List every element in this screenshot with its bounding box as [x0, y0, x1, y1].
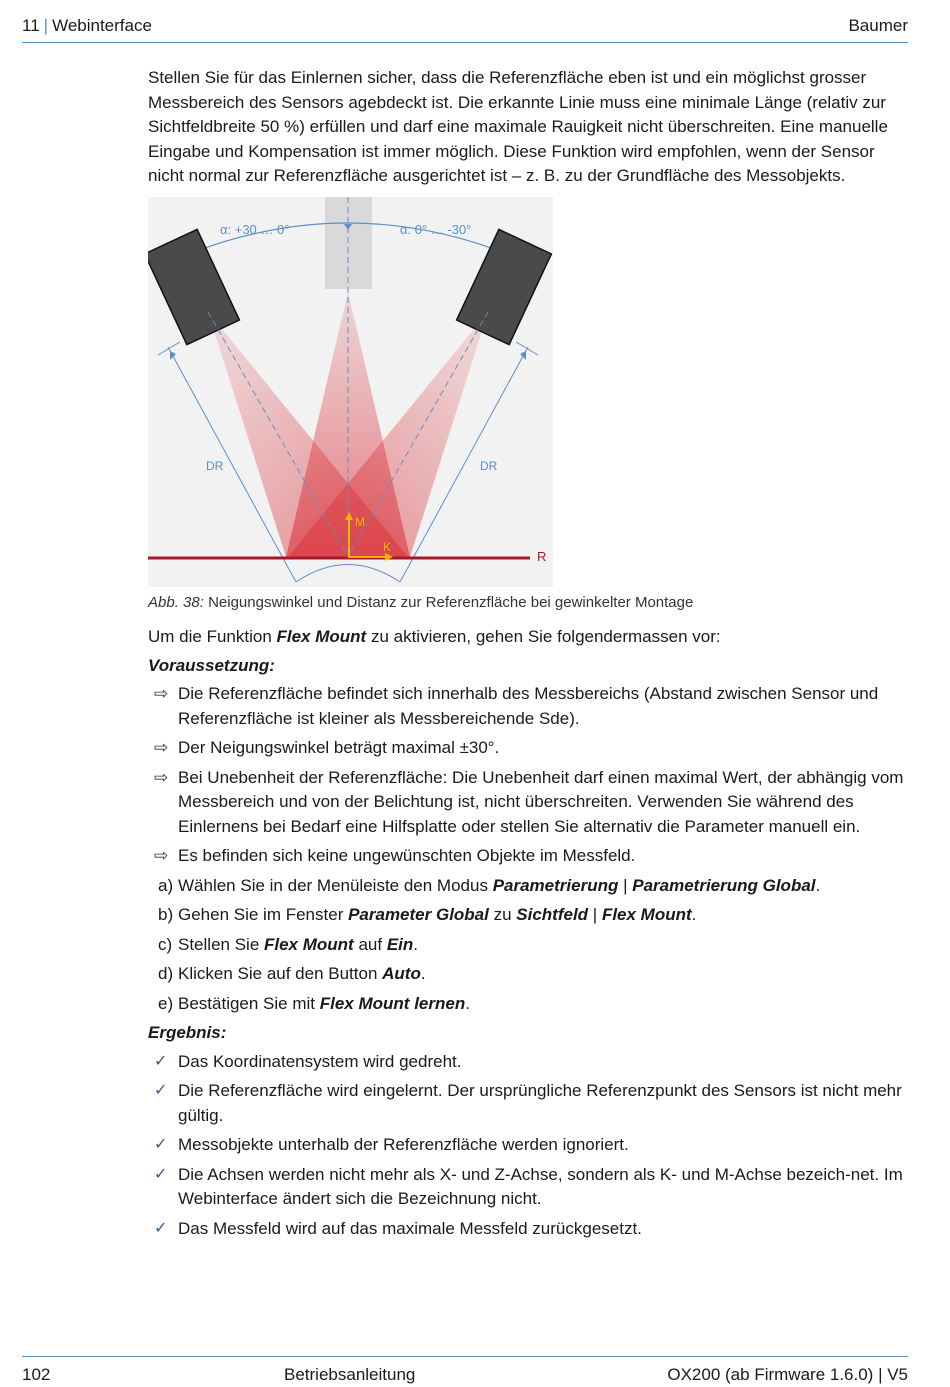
step-text: Bestätigen Sie mit [178, 993, 320, 1013]
step-text: . [413, 934, 418, 954]
result-item [148, 1133, 906, 1158]
result-item [148, 1050, 906, 1075]
step-term: Sichtfeld [516, 905, 589, 924]
step-marker: c) [158, 934, 173, 954]
result-text: Messobjekte unterhalb der Referenzfläche werden ignoriert. [178, 1135, 629, 1154]
step-item-e [148, 992, 906, 1017]
header-chapter [22, 16, 152, 36]
step-item-d [148, 962, 906, 987]
prerequisite-text: Es befinden sich keine ungewünschten Objekte im Messfeld. [178, 846, 636, 865]
result-heading: Ergebnis: [148, 1023, 227, 1042]
dr-left-label: DR [206, 458, 224, 473]
arrow-icon: ⇨ [154, 738, 169, 757]
prerequisite-item [148, 682, 906, 731]
document-type: Betriebsanleitung [284, 1365, 416, 1384]
chapter-title: Webinterface [52, 16, 152, 35]
chapter-number: 11 [22, 16, 40, 35]
step-text: | [588, 905, 602, 924]
prerequisite-text: Der Neigungswinkel beträgt maximal ±30°. [178, 738, 500, 757]
step-marker: b) [158, 905, 174, 924]
angle-diagram [148, 197, 553, 587]
activation-term: Flex Mount [276, 627, 367, 646]
step-text: . [815, 875, 821, 895]
prerequisite-text: Die Referenzfläche befindet sich innerhalb des Messbereichs (Abstand zwischen Sensor und Referenzfläche ist kleiner als Messbereichende Sde). [178, 684, 879, 728]
step-term: Parametrierung Global [632, 875, 816, 895]
step-term: Flex Mount [601, 905, 692, 924]
result-text: Die Referenzfläche wird eingelernt. Der ursprüngliche Referenzpunkt des Sensors ist nicht mehr gültig. [178, 1081, 902, 1125]
step-term: Ein [386, 934, 414, 954]
arrow-icon: ⇨ [154, 846, 169, 865]
step-text: Stellen Sie [178, 934, 264, 954]
page-number: 102 [22, 1365, 51, 1384]
page-header [22, 14, 908, 43]
page-content [148, 66, 906, 1246]
step-marker: d) [158, 964, 174, 983]
result-text: Das Koordinatensystem wird gedreht. [178, 1051, 462, 1071]
step-text: . [465, 993, 470, 1013]
checkmark-icon: ✓ [154, 1136, 168, 1153]
flex-mount-figure [148, 197, 553, 587]
caption-prefix: Abb. 38: [148, 593, 204, 611]
activation-sentence [148, 625, 906, 650]
result-text: Das Messfeld wird auf das maximale Messfeld zurückgesetzt. [178, 1218, 642, 1238]
step-item-c [148, 933, 906, 958]
prerequisite-item [148, 736, 906, 761]
result-item [148, 1217, 906, 1242]
figure-caption [148, 591, 906, 616]
checkmark-icon: ✓ [154, 1219, 168, 1237]
checkmark-icon: ✓ [154, 1165, 168, 1183]
arrow-icon: ⇨ [154, 684, 169, 703]
prerequisite-item [148, 844, 906, 869]
step-marker: e) [158, 993, 174, 1013]
step-text: | [618, 875, 633, 895]
step-term: Flex Mount [264, 934, 354, 954]
prerequisite-item [148, 766, 906, 840]
step-term: Parametrierung [492, 875, 619, 895]
step-term: Parameter Global [348, 905, 489, 924]
result-text: Die Achsen werden nicht mehr als X- und Z-Achse, sondern als K- und M-Achse bezeich-net. Im Webinterface ändert sich die Bezeichnung nicht. [178, 1164, 903, 1208]
step-item-b [148, 903, 906, 928]
step-text: Gehen Sie im Fenster [178, 905, 349, 924]
activation-text-after: zu aktivieren, gehen Sie folgendermassen vor: [366, 627, 721, 646]
result-item [148, 1079, 906, 1128]
step-item-a [148, 874, 906, 899]
step-text: auf [353, 934, 387, 954]
checkmark-icon: ✓ [154, 1082, 168, 1099]
arrow-icon: ⇨ [154, 767, 169, 787]
step-marker: a) [158, 875, 174, 895]
step-text: Wählen Sie in der Menüleiste den Modus [178, 875, 493, 895]
k-axis-label: K [383, 539, 392, 554]
dr-right-label: DR [480, 458, 498, 473]
alpha-left-label: α: +30 … 0° [220, 221, 290, 237]
step-term: Flex Mount lernen [319, 993, 466, 1013]
step-text: zu [488, 905, 517, 924]
alpha-right-label: α: 0° … -30° [400, 221, 472, 237]
page-footer [22, 1356, 908, 1387]
checkmark-icon: ✓ [154, 1052, 168, 1070]
caption-text: Neigungswinkel und Distanz zur Referenzfläche bei gewinkelter Montage [208, 593, 694, 611]
step-text: Klicken Sie auf den Button [178, 964, 383, 983]
m-axis-label: M [355, 514, 365, 529]
result-list [148, 1050, 906, 1242]
prerequisite-text: Bei Unebenheit der Referenzfläche: Die Unebenheit darf einen maximal Wert, der abhängig vom Messbereich und von der Belichtung ist, nicht überschreiten. Verwenden Sie während des Einlernens bei Bedarf eine Hilfsplatte oder stellen Sie alternativ die Parameter manuell ein. [178, 767, 904, 836]
step-text: . [420, 964, 426, 983]
step-term: Auto [382, 964, 421, 983]
prerequisite-heading: Voraussetzung: [148, 655, 275, 675]
step-list [148, 874, 906, 1017]
intro-paragraph: Stellen Sie für das Einlernen sicher, dass die Referenzfläche eben ist und ein möglichst grosser Messbereich des Sensors agebdeckt ist. Die erkannte Linie muss eine minimale Länge (relativ zur Sichtfeldbreite 50 %) erfüllen und darf eine maximale Rauigkeit nicht überschreiten. Eine manuelle Eingabe und Kompensation ist immer möglich. Diese Funktion wird empfohlen, wenn der Sensor nicht normal zur Referenzfläche ausgerichtet ist – z. B. zu der Grundfläche des Messobjekts. [148, 68, 888, 185]
reference-label: R [537, 548, 547, 564]
header-separator: | [43, 16, 49, 35]
activation-text-before: Um die Funktion [148, 627, 277, 646]
step-text: . [691, 905, 697, 924]
result-item [148, 1163, 906, 1212]
product-version: OX200 (ab Firmware 1.6.0) | V5 [667, 1365, 908, 1384]
prerequisite-list [148, 682, 906, 869]
brand-name: Baumer [848, 16, 908, 35]
